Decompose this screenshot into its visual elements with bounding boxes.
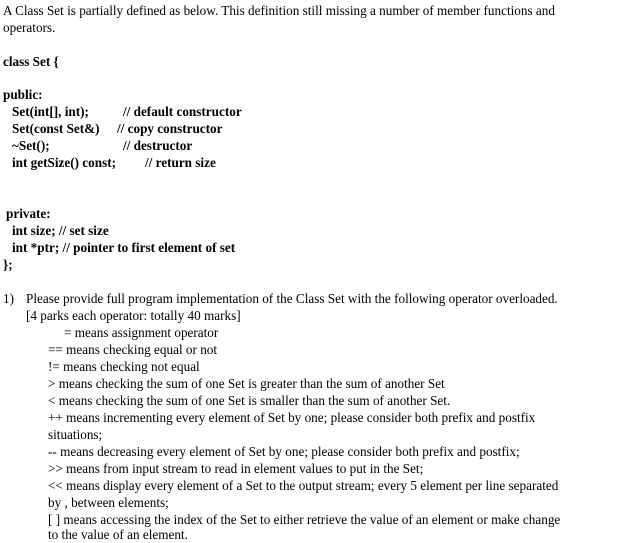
member-destructor-decl: ~Set(); [12, 138, 50, 153]
member-copy-constructor-comment: // copy constructor [117, 121, 223, 136]
member-getsize-comment: // return size [145, 155, 216, 170]
operator-subscript-cont: to the value of an element. [48, 527, 188, 542]
operator-greater: > means checking the sum of one Set is greater than the sum of another Set [48, 376, 445, 391]
class-header: class Set { [3, 54, 59, 69]
operator-stream-in: >> means from input stream to read in element values to put in the Set; [48, 461, 424, 476]
operator-less: < means checking the sum of one Set is smaller than the sum of another Set. [48, 393, 451, 408]
operator-equal: == means checking equal or not [48, 342, 218, 357]
question-number: 1) [3, 291, 14, 306]
intro-line-1: A Class Set is partially defined as below. This definition still missing a number of member functions and [3, 3, 555, 18]
class-close: }; [3, 257, 13, 272]
operator-stream-out-cont: by , between elements; [48, 495, 169, 510]
operator-subscript: [ ] means accessing the index of the Set to either retrieve the value of an element or make change [48, 512, 561, 527]
private-member-ptr: int *ptr; // pointer to first element of set [12, 240, 236, 255]
operator-stream-out: << means display every element of a Set to the output stream; every 5 element per line separated [48, 478, 559, 493]
member-default-constructor-comment: // default constructor [123, 104, 242, 119]
private-label: private: [6, 206, 51, 221]
operator-increment-cont: situations; [48, 427, 103, 442]
intro-line-2: operators. [3, 20, 56, 35]
question-line-2: [4 parks each operator: totally 40 marks] [26, 308, 241, 323]
operator-increment: ++ means incrementing every element of Set by one; please consider both prefix and postfix [48, 410, 536, 425]
operator-assignment: = means assignment operator [64, 325, 219, 340]
question-line-1: Please provide full program implementation of the Class Set with the following operator overloaded. [26, 291, 558, 306]
member-default-constructor-decl: Set(int[], int); [12, 104, 89, 119]
public-label: public: [3, 87, 43, 102]
member-copy-constructor-decl: Set(const Set&) [12, 121, 100, 136]
private-member-size: int size; // set size [12, 223, 109, 238]
member-getsize-decl: int getSize() const; [12, 155, 117, 170]
operator-decrement: -- means decreasing every element of Set by one; please consider both prefix and postfix; [48, 444, 520, 459]
operator-not-equal: != means checking not equal [48, 359, 200, 374]
member-destructor-comment: // destructor [123, 138, 193, 153]
